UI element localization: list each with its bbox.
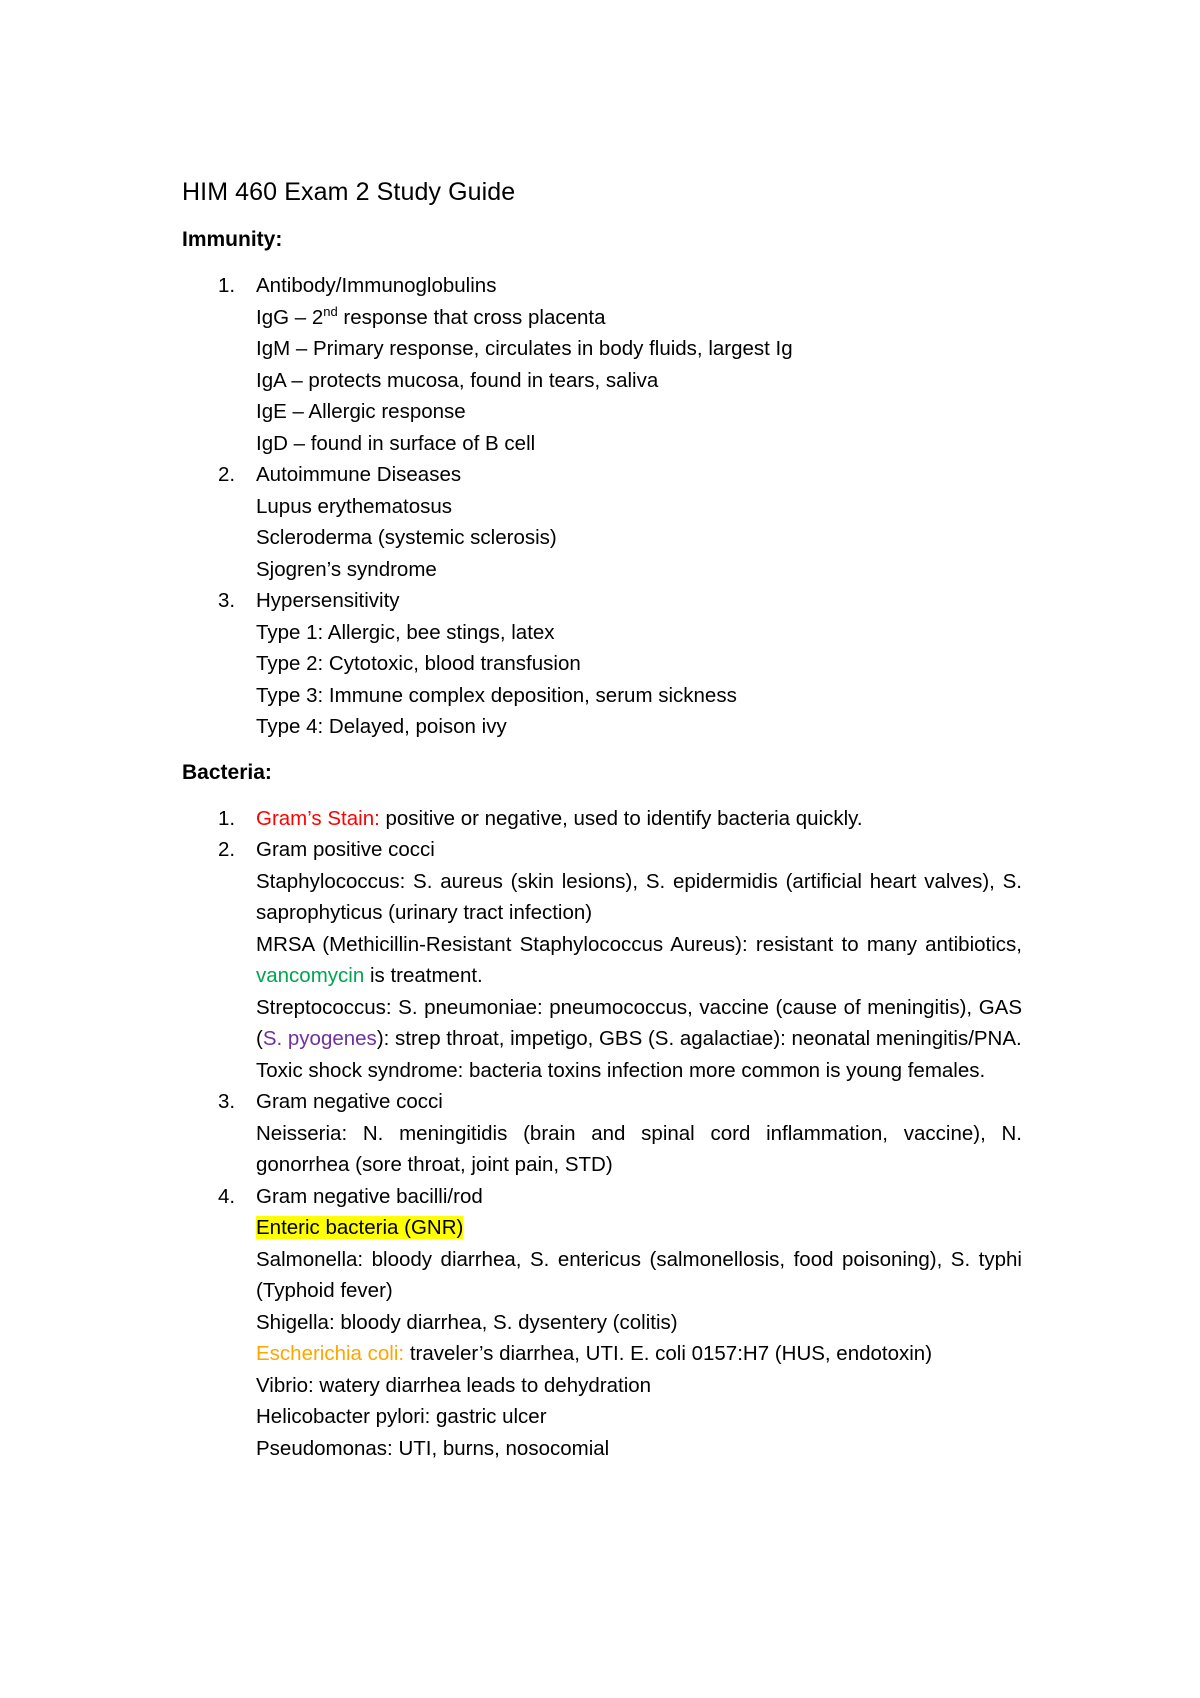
mrsa-paragraph: MRSA (Methicillin-Resistant Staphylococcus Aureus): resistant to many antibiotics, vancomycin is treatment. [256,932,1022,987]
list-line: Type 2: Cytotoxic, blood transfusion [256,652,581,675]
vancomycin-term: vancomycin [256,964,365,987]
list-item-gram-negative-bacilli [182,1181,1022,1465]
pyogenes-term: S. pyogenes [262,1027,377,1050]
list-line: IgA – protects mucosa, found in tears, saliva [256,368,659,392]
bacteria-list [182,803,1022,1465]
enteric-highlight: Enteric bacteria (GNR) [256,1216,464,1239]
pseudomonas-line: Pseudomonas: UTI, burns, nosocomial [256,1436,610,1460]
list-line: Sjogren’s syndrome [256,557,437,581]
ecoli-line: Escherichia coli: traveler’s diarrhea, UTI. E. coli 0157:H7 (HUS, endotoxin) [256,1342,933,1365]
item-label: Antibody/Immunoglobulins [256,274,497,297]
list-line: IgE – Allergic response [256,400,466,423]
item-label: Gram negative bacilli/rod [256,1184,483,1208]
list-number: 3. [218,589,236,612]
grams-stain-line: Gram’s Stain: positive or negative, used to identify bacteria quickly. [256,806,863,830]
neisseria-paragraph: Neisseria: N. meningitidis (brain and spinal cord inflammation, vaccine), N. gonorrhea (sore throat, joint pain, STD) [256,1121,1022,1176]
streptococcus-paragraph: Streptococcus: S. pneumoniae: pneumococcus, vaccine (cause of meningitis), GAS (S. pyogenes): strep throat, impetigo, GBS (S. agalactiae): neonatal meningitis/PNA. [256,995,1022,1050]
vibrio-line: Vibrio: watery diarrhea leads to dehydration [256,1373,652,1397]
list-line: Type 1: Allergic, bee stings, latex [256,620,555,644]
list-number: 1. [218,274,236,297]
item-label: Gram positive cocci [256,838,435,861]
document-body [182,176,1022,1464]
list-item-antibody [182,270,1022,459]
list-item-gram-positive-cocci [182,834,1022,1086]
list-number: 2. [218,463,236,486]
section-heading-immunity: Immunity: [182,228,283,251]
list-item-hypersensitivity [182,585,1022,743]
list-number: 2. [218,838,236,861]
list-line: Type 3: Immune complex deposition, serum sickness [256,683,737,707]
list-number: 4. [218,1184,236,1208]
document-title: HIM 460 Exam 2 Study Guide [182,178,516,206]
list-number: 1. [218,806,236,830]
list-line: Scleroderma (systemic sclerosis) [256,526,557,549]
list-item-gram-negative-cocci [182,1086,1022,1181]
list-line: IgM – Primary response, circulates in body fluids, largest Ig [256,337,793,360]
toxic-shock-paragraph: Toxic shock syndrome: bacteria toxins infection more common is young females. [256,1058,986,1082]
hpylori-line: Helicobacter pylori: gastric ulcer [256,1405,547,1428]
superscript: nd [323,303,338,319]
section-heading-bacteria: Bacteria: [182,760,272,784]
list-number: 3. [218,1090,236,1113]
ecoli-term: Escherichia coli: [256,1342,405,1365]
enteric-line [256,1212,1022,1244]
igg-line: IgG – 2nd response that cross placenta [256,303,606,329]
immunity-list [182,270,1022,743]
grams-stain-term: Gram’s Stain: [256,806,380,830]
list-item-grams-stain [182,803,1022,835]
item-label: Autoimmune Diseases [256,463,462,486]
list-line: Lupus erythematosus [256,494,453,518]
staphylococcus-paragraph: Staphylococcus: S. aureus (skin lesions), S. epidermidis (artificial heart valves), S. saprophyticus (urinary tract infection) [256,869,1022,924]
list-line: Type 4: Delayed, poison ivy [256,715,507,738]
salmonella-paragraph: Salmonella: bloody diarrhea, S. entericus (salmonellosis, food poisoning), S. typhi (Typhoid fever) [256,1247,1022,1302]
item-label: Gram negative cocci [256,1090,443,1113]
item-label: Hypersensitivity [256,589,400,612]
list-item-autoimmune [182,459,1022,585]
list-line: IgD – found in surface of B cell [256,431,536,455]
shigella-line: Shigella: bloody diarrhea, S. dysentery (colitis) [256,1310,678,1334]
